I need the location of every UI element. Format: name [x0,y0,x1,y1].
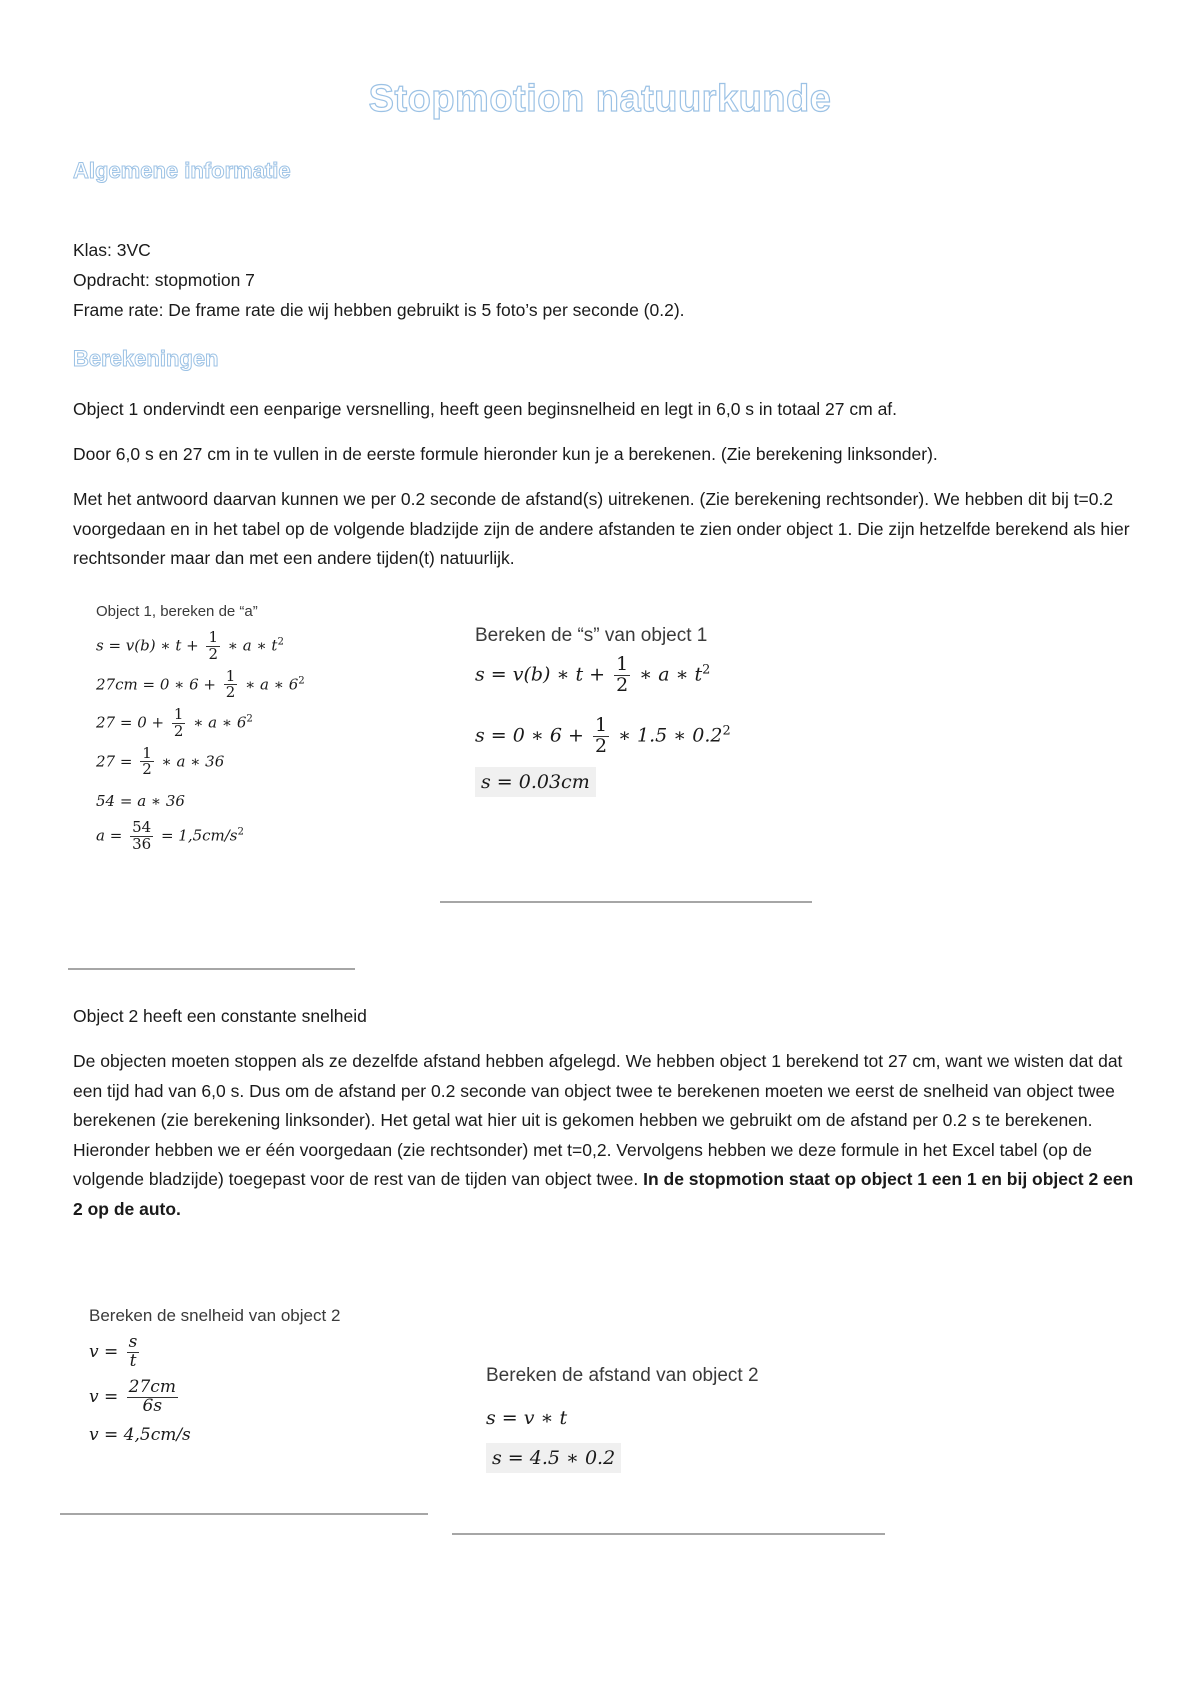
divider-line [440,901,812,903]
heading-berekeningen: Berekeningen [73,346,219,371]
fraction [140,743,154,779]
formula-text: s = v(b) ∗ t + [475,663,606,686]
formula-text: 27 = [96,751,133,770]
fraction [593,713,609,757]
fraction-numerator: 1 [616,653,629,675]
formula-result: s = 0.03cm [475,767,596,797]
fraction-denominator: 36 [132,834,152,853]
formula-line: s = v ∗ t [486,1407,568,1429]
formula-line [96,666,305,702]
fraction-numerator: 54 [132,818,152,836]
calc-object2-v [89,1306,340,1445]
fraction-denominator: 2 [142,760,152,779]
calc-object2-s-caption: Bereken de afstand van object 2 [486,1365,759,1386]
formula-text: = 1,5cm/s [160,826,238,845]
formula-text: v = [89,1341,119,1362]
fraction-denominator: 2 [594,734,608,757]
fraction-numerator: s [128,1332,138,1352]
formula-text: ∗ 1.5 ∗ 0.2 [618,724,723,747]
formula-result: s = 4.5 ∗ 0.2 [486,1443,621,1473]
fraction-numerator: 1 [225,666,236,685]
exponent: 2 [722,723,731,739]
formula-text: a = [96,826,123,845]
fraction-denominator: 6s [142,1395,163,1416]
paragraph-object1-intro: Object 1 ondervindt een eenparige versnelling, heeft geen beginsnelheid en legt in 6,0 s in totaal 27 cm af. [73,399,898,419]
fraction-numerator: 1 [142,743,152,762]
formula-text: v = [89,1386,119,1407]
paragraph-object2-intro: Object 2 heeft een constante snelheid [73,1006,367,1026]
formula-text: s = 0 ∗ 6 + [475,724,584,747]
formula-text: ∗ a ∗ t [639,663,703,686]
exponent: 2 [702,662,711,678]
fraction [127,1376,178,1416]
calc-object1-s-caption: Bereken de “s” van object 1 [475,625,708,646]
divider-line [60,1513,428,1515]
formula-text: s = v(b) ∗ t + [96,636,199,655]
formula-text: 27cm = 0 ∗ 6 + [96,674,216,693]
fraction [172,707,186,740]
paragraph-bold-text: In de stopmotion staat op object 1 een 1 en bij object 2 een 2 op de auto. [73,1169,1134,1219]
paragraph-antwoord: Met het antwoord daarvan kunnen we per 0.2 seconde de afstand(s) uitrekenen. (Zie berekening rechtsonder). We hebben dit bij t=0.2 voorgedaan en in het tabel op de volgende bladzijde zijn de andere afstanden te zien onder object 1. Die zijn hetzelfde berekend als hier rechtsonder maar dan met een andere tijden(t) natuurlijk. [73,489,1130,568]
formula-text: 27 = 0 + [96,713,165,732]
fraction-numerator: 1 [208,628,219,646]
fraction [206,630,220,663]
fraction-denominator: t [129,1350,137,1371]
calc-object2-s [486,1365,759,1469]
formula-line [96,820,305,853]
info-klas: Klas: 3VC [73,240,151,260]
fraction-denominator: 2 [225,683,236,702]
paragraph-objecten-stoppen [73,1047,1138,1224]
formula-text: ∗ a ∗ 6 [245,674,299,693]
divider-line [68,968,355,970]
formula-text: ∗ a ∗ 36 [161,751,225,770]
formula-text: ∗ a ∗ t [227,636,278,655]
formula-line [475,655,731,696]
exponent: 2 [298,675,305,687]
exponent: 2 [277,636,284,648]
fraction [130,820,153,853]
fraction-numerator: 27cm [128,1376,176,1397]
calc-object1-a-caption: Object 1, bereken de “a” [96,603,258,620]
fraction [614,655,630,696]
document-title: Stopmotion natuurkunde [368,78,832,120]
fraction-numerator: 1 [173,705,184,723]
calc-object1-s [475,625,731,793]
fraction-denominator: 2 [616,673,629,696]
formula-line [475,771,731,793]
formula-line [96,630,305,663]
fraction [127,1334,140,1371]
fraction-numerator: 1 [594,713,608,736]
formula-text: ∗ a ∗ 6 [193,713,247,732]
info-opdracht: Opdracht: stopmotion 7 [73,270,255,290]
fraction-denominator: 2 [173,721,184,740]
fraction [224,666,238,702]
formula-line [96,743,305,779]
formula-line: 54 = a ∗ 36 [96,792,185,810]
calc-object2-v-caption: Bereken de snelheid van object 2 [89,1306,341,1325]
formula-line [89,1334,340,1371]
fraction-denominator: 2 [208,644,219,663]
paragraph-text: De objecten moeten stoppen als ze dezelfde afstand hebben afgelegd. We hebben object 1 berekend tot 27 cm, want we wisten dat dat een tijd had van 6,0 s. Dus om de afstand per 0.2 seconde van object twee te berekenen moeten we eerst de snelheid van object twee berekenen (zie berekening linksonder). Het getal wat hier uit is gekomen hebben we gebruikt om de afstand per 0.2 s te berekenen. Hieronder hebben we er één voorgedaan (zie rechtsonder) met t=0,2. Vervolgens hebben we deze formule in het Excel tabel (op de volgende bladzijde) toegepast voor de rest van de tijden van object twee. [73,1051,1123,1189]
formula-line: v = 4,5cm/s [89,1425,191,1446]
calc-object1-a [96,603,305,853]
divider-line [452,1533,885,1535]
info-framerate: Frame rate: De frame rate die wij hebben gebruikt is 5 foto’s per seconde (0.2). [73,300,685,320]
formula-line [486,1447,759,1469]
formula-line [89,1376,340,1416]
paragraph-vullen-in: Door 6,0 s en 27 cm in te vullen in de eerste formule hieronder kun je a berekenen. (Zie berekening linksonder). [73,444,938,464]
heading-algemene-informatie: Algemene informatie [73,158,291,183]
exponent: 2 [246,713,253,725]
exponent: 2 [237,826,244,838]
formula-line [475,713,731,757]
formula-line [96,707,305,740]
